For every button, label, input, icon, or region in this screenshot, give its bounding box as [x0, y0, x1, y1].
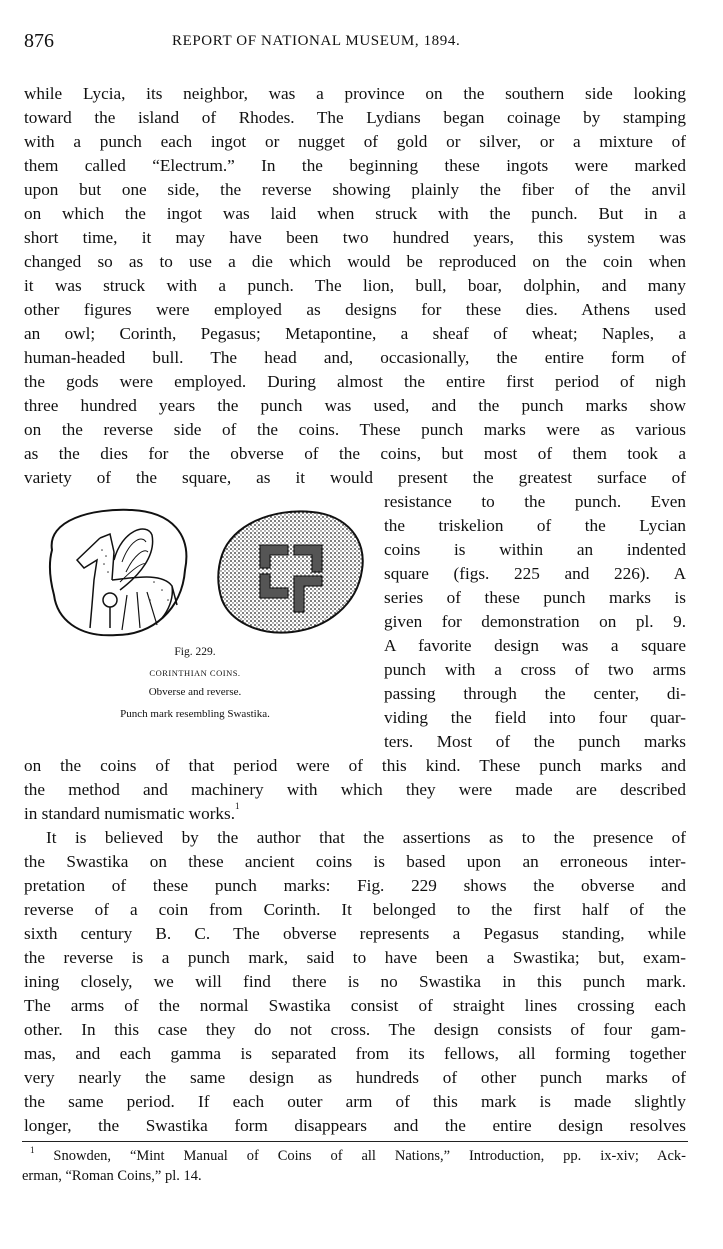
text-line: while Lycia, its neighbor, was a province on the southern side looking	[24, 84, 686, 103]
text-line: variety of the square, as it would present the greatest surface of	[24, 468, 686, 487]
text-line: It is believed by the author that the assertions as to the presence of	[46, 828, 686, 847]
text-line: reverse of a coin from Corinth. It belonged to the first half of the	[24, 900, 686, 919]
text-line: with a punch each ingot or nugget of gold or silver, or a mixture of	[24, 132, 686, 151]
text-line: short time, it may have been two hundred years, this system was	[24, 228, 686, 247]
text-line: the triskelion of the Lycian	[384, 516, 686, 535]
text-line: as the dies for the obverse of the coins, but most of them took a	[24, 444, 686, 463]
text-line: mas, and each gamma is separated from its fellows, all forming together	[24, 1044, 686, 1063]
text-line: changed so as to use a die which would be reproduced on the coin when	[24, 252, 686, 271]
text-line: A favorite design was a square	[384, 636, 686, 655]
text-line: longer, the Swastika form disappears and the entire design resolves	[24, 1116, 686, 1135]
text-line: resistance to the punch. Even	[384, 492, 686, 511]
text-line: given for demonstration on pl. 9.	[384, 612, 686, 631]
page-header	[24, 30, 684, 54]
text-line: the Swastika on these ancient coins is based upon an erroneous inter-	[24, 852, 686, 871]
text-line: passing through the center, di-	[384, 684, 686, 703]
text-line: on the coins of that period were of this kind. These punch marks and	[24, 756, 686, 775]
text-line: ters. Most of the punch marks	[384, 732, 686, 751]
text-line: very nearly the same design as hundreds of other punch marks of	[24, 1068, 686, 1087]
text-line: series of these punch marks is	[384, 588, 686, 607]
text-line: other figures were employed as designs for these dies. Athens used	[24, 300, 686, 319]
text-line: sixth century B. C. The obverse represents a Pegasus standing, while	[24, 924, 686, 943]
text-line: the method and machinery with which they were made are described	[24, 780, 686, 799]
text-line: The arms of the normal Swastika consist of straight lines crossing each	[24, 996, 686, 1015]
text-line: viding the field into four quar-	[384, 708, 686, 727]
obverse-coin-image	[50, 510, 187, 636]
figure-229	[22, 500, 372, 730]
text-line: pretation of these punch marks: Fig. 229 shows the obverse and	[24, 876, 686, 895]
text-line-content: in standard numismatic works.	[24, 804, 235, 823]
footnote-marker: 1	[30, 1145, 35, 1155]
footnote-line: erman, “Roman Coins,” pl. 14.	[22, 1168, 202, 1184]
figure-caption: Punch mark resembling Swastika.	[120, 708, 270, 720]
text-line: punch with a cross of two arms	[384, 660, 686, 679]
coin-illustrations	[22, 500, 372, 645]
footnote-text: Snowden, “Mint Manual of Coins of all Nations,” Introduction, pp. ix-xiv; Ack-	[53, 1148, 686, 1164]
figure-caption: Obverse and reverse.	[148, 686, 242, 698]
footnote-line	[30, 1146, 686, 1166]
footnote-reference[interactable]: 1	[235, 801, 240, 811]
reverse-coin-image	[218, 511, 363, 632]
text-line: toward the island of Rhodes. The Lydians began coinage by stamping	[24, 108, 686, 127]
page-number: 876	[24, 30, 54, 52]
text-line: square (figs. 225 and 226). A	[384, 564, 686, 583]
text-line: an owl; Corinth, Pegasus; Metapontine, a sheaf of wheat; Naples, a	[24, 324, 686, 343]
text-line	[24, 802, 686, 826]
text-line: the gods were employed. During almost the entire first period of nigh	[24, 372, 686, 391]
figure-title: CORINTHIAN COINS.	[149, 668, 241, 678]
text-line: upon but one side, the reverse showing plainly the fiber of the anvil	[24, 180, 686, 199]
text-line: human-headed bull. The head and, occasionally, the entire form of	[24, 348, 686, 367]
text-line: other. In this case they do not cross. The design consists of four gam-	[24, 1020, 686, 1039]
text-line: the reverse is a punch mark, said to have been a Swastika; but, exam-	[24, 948, 686, 967]
figure-number: Fig. 229.	[174, 646, 216, 658]
text-line: the same period. If each outer arm of this mark is made slightly	[24, 1092, 686, 1111]
text-line: ining closely, we will find there is no Swastika in this punch mark.	[24, 972, 686, 991]
text-line: coins is within an indented	[384, 540, 686, 559]
running-head: REPORT OF NATIONAL MUSEUM, 1894.	[172, 33, 461, 49]
text-line: it was struck with a punch. The lion, bull, boar, dolphin, and many	[24, 276, 686, 295]
text-line: three hundred years the punch was used, and the punch marks show	[24, 396, 686, 415]
text-line: on the reverse side of the coins. These punch marks were as various	[24, 420, 686, 439]
text-line: on which the ingot was laid when struck with the punch. But in a	[24, 204, 686, 223]
footnote-divider	[22, 1141, 688, 1142]
text-line: them called “Electrum.” In the beginning these ingots were marked	[24, 156, 686, 175]
